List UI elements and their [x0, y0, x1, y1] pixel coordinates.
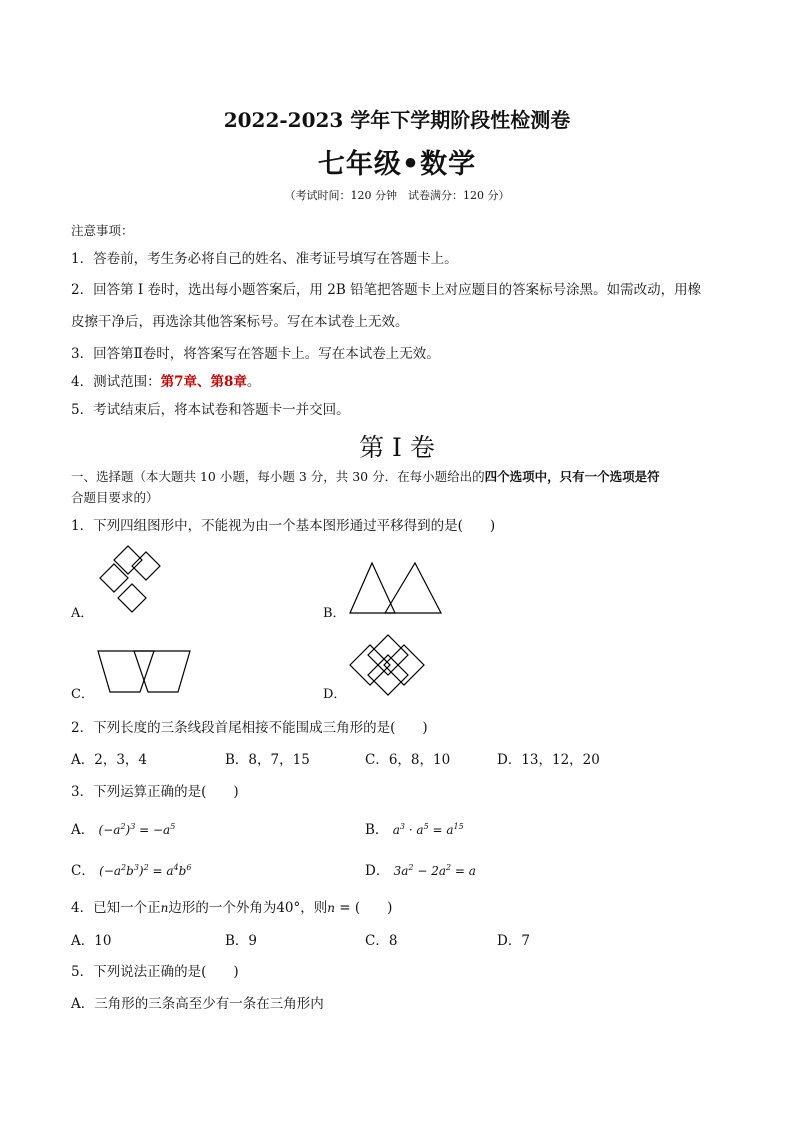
scope-prefix: 4．测试范围： [71, 374, 161, 390]
q4-option-c: C．8 [365, 933, 398, 949]
section-heading [71, 466, 731, 508]
q4-option-d: D．7 [497, 933, 530, 949]
notice-item-3: 3．回答第Ⅱ卷时，将答案写在答题卡上。写在本试卷上无效。 [71, 346, 440, 362]
q3-option-d-label: D． [365, 863, 390, 879]
q4-stem-part2: 边形的一个外角为40°，则 [168, 900, 328, 916]
q1-option-d-label: D． [323, 687, 347, 702]
q3-option-d [365, 859, 476, 879]
q5-stem: 5．下列说法正确的是( ) [71, 964, 239, 980]
q2-option-c: C．6，8，10 [365, 752, 451, 768]
section-bold: 四个选项中，只有一个选项是符 [484, 469, 660, 484]
q1-figure-d [348, 633, 426, 697]
exam-title: 2022-2023 学年下学期阶段性检测卷 [223, 108, 571, 132]
exam-subtitle: 七年级•数学 [317, 149, 477, 180]
scope-value: 第7章、第8章 [160, 374, 247, 390]
q2-option-b: B．8，7，15 [225, 752, 310, 768]
section-line2: 合题目要求的） [71, 490, 159, 505]
q1-option-a-label: A． [71, 606, 94, 621]
q2-option-a: A．2，3，4 [71, 752, 148, 768]
q2-stem: 2．下列长度的三条线段首尾相接不能围成三角形的是( ) [71, 720, 428, 736]
q4-option-b: B．9 [225, 933, 258, 949]
q4-stem-var: n [160, 901, 169, 915]
q4-stem [71, 896, 392, 916]
notice-item-1: 1．答卷前，考生务必将自己的姓名、准考证号填写在答题卡上。 [71, 251, 458, 267]
scope-suffix: 。 [246, 374, 261, 390]
q4-stem-part3: = ( ) [335, 900, 393, 916]
q3-option-c-label: C． [71, 863, 95, 879]
q1-stem: 1．下列四组图形中，不能视为由一个基本图形通过平移得到的是( ) [71, 518, 496, 534]
volume-title: 第 I 卷 [359, 433, 435, 462]
q1-figure-b [347, 560, 443, 616]
section-prefix: 一、选择题（本大题共 10 小题，每小题 3 分，共 30 分．在每小题给出的 [71, 469, 485, 484]
q3-option-a [71, 818, 175, 838]
q1-figure-a [96, 546, 168, 614]
q5-option-a: A．三角形的三条高至少有一条在三角形内 [71, 996, 324, 1012]
exam-info: （考试时间：120 分钟 试卷满分：120 分） [284, 189, 510, 202]
q4-stem-part1: 4．已知一个正 [71, 900, 161, 916]
notice-item-4 [71, 370, 260, 390]
notice-item-2: 2．回答第 I 卷时，选出每小题答案后，用 2B 铅笔把答题卡上对应题目的答案标号涂黑。如需改动，用橡 [71, 282, 702, 298]
q3-option-a-label: A． [71, 822, 95, 838]
notice-heading: 注意事项： [71, 223, 134, 238]
q3-option-c [71, 859, 191, 879]
notice-item-5: 5．考试结束后，将本试卷和答题卡一并交回。 [71, 402, 350, 418]
q4-option-a: A．10 [71, 933, 112, 949]
q3-stem: 3．下列运算正确的是( ) [71, 784, 239, 800]
q2-option-d: D．13，12，20 [497, 752, 600, 768]
q3-option-b-label: B． [365, 822, 389, 838]
q3-option-a-formula: $(-a^2)^3 = -a^5$ [98, 822, 176, 837]
q3-option-d-formula: $3a^2 - 2a^2 = a$ [393, 863, 476, 878]
q1-option-b-label: B． [323, 606, 346, 621]
q1-figure-c [96, 649, 192, 695]
q3-option-b [365, 818, 464, 838]
q1-option-c-label: C． [71, 687, 94, 702]
q3-option-c-formula: $(-a^2b^3)^2 = a^4b^6$ [99, 863, 192, 878]
q3-option-b-formula: $a^3 \cdot a^5 = a^{15}$ [392, 822, 464, 837]
q4-stem-var2: n [327, 901, 335, 915]
notice-item-2-cont: 皮擦干净后，再选涂其他答案标号。写在本试卷上无效。 [71, 314, 409, 330]
